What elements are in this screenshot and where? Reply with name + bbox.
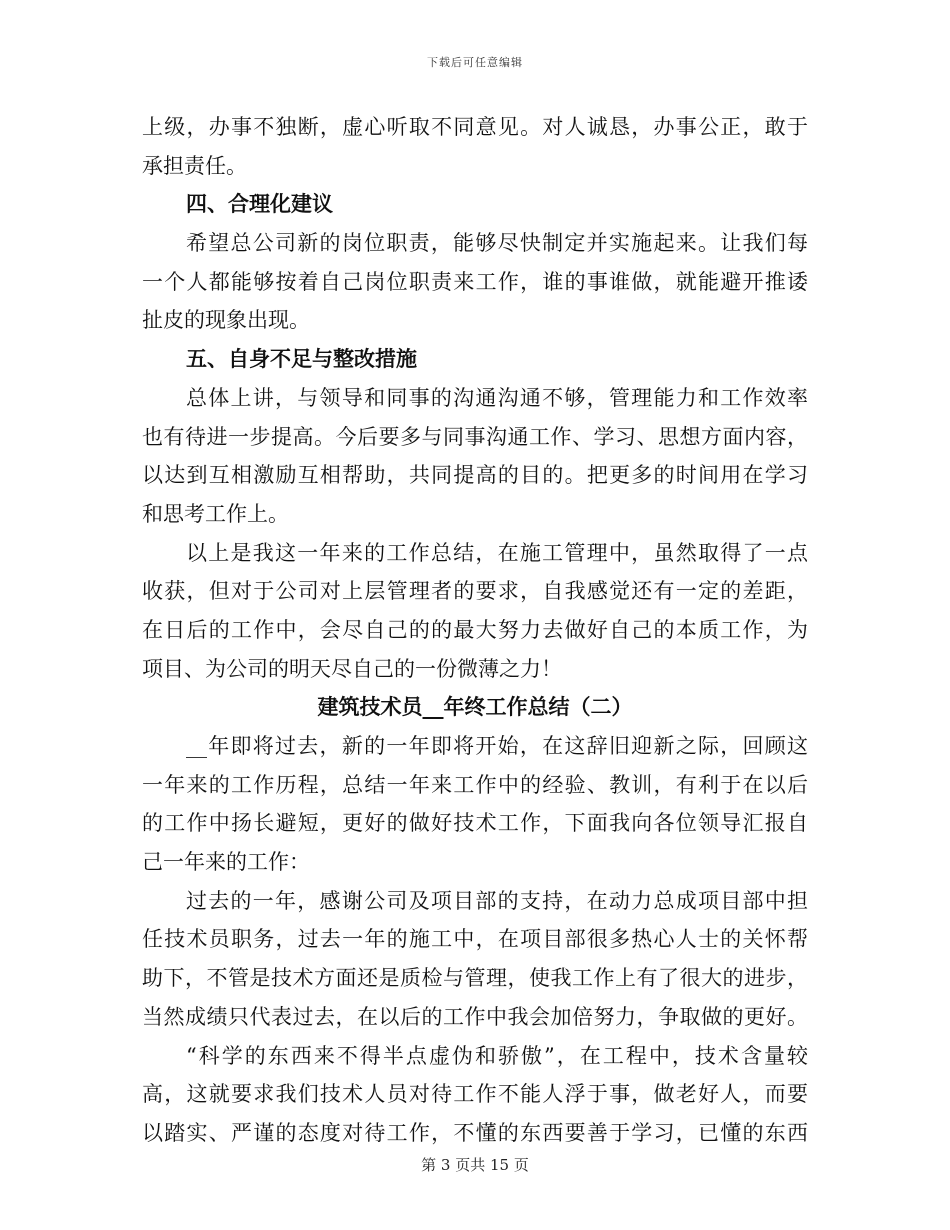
paragraph-first-line: 希望总公司新的岗位职责，能够尽快制定并实施起来。让我们每: [186, 231, 808, 256]
paragraph-first-line: 过去的一年，感谢公司及项目部的支持，在动力总成项目部中担: [186, 888, 808, 913]
paragraph-line: 高，这就要求我们技术人员对待工作不能人浮于事，做老好人，而要: [142, 1082, 808, 1107]
paragraph-line: 上级，办事不独断，虚心听取不同意见。对人诚恳，办事公正，敢于: [142, 115, 808, 139]
page-number: 第 3 页共 15 页: [421, 1156, 529, 1174]
paragraph-first-line: 总体上讲，与领导和同事的沟通沟通不够，管理能力和工作效率: [186, 385, 808, 410]
paragraph-first-line: __年即将过去，新的一年即将开始，在这辞旧迎新之际，回顾这: [186, 734, 808, 758]
section-heading: 四、合理化建议: [186, 191, 333, 217]
paragraph-last-line: 扯皮的现象出现。: [142, 308, 310, 333]
paragraph-line: 以达到互相激励互相帮助，共同提高的目的。把更多的时间用在学习: [142, 463, 808, 488]
paragraph-line: 以踏实、严谨的态度对待工作，不懂的东西要善于学习，已懂的东西: [142, 1120, 808, 1145]
page-header: 下载后可任意编辑: [427, 56, 523, 69]
paragraph-line: 也有待进一步提高。今后要多与同事沟通工作、学习、思想方面内容，: [142, 424, 808, 449]
document-body: [142, 108, 808, 1153]
paragraph-line: 一个人都能够按着自己岗位职责来工作，谁的事谁做，就能避开推诿: [142, 269, 808, 294]
document-title: 建筑技术员__年终工作总结（二）: [317, 694, 633, 720]
paragraph-line: 任技术员职务，过去一年的施工中，在项目部很多热心人士的关怀帮: [142, 927, 808, 952]
paragraph-first-line: “科学的东西来不得半点虚伪和骄傲”，在工程中，技术含量较: [186, 1043, 808, 1068]
paragraph-line: 助下，不管是技术方面还是质检与管理，使我工作上有了很大的进步，: [142, 966, 808, 991]
section-heading: 五、自身不足与整改措施: [186, 346, 417, 372]
paragraph-first-line: 以上是我这一年来的工作总结，在施工管理中，虽然取得了一点: [186, 540, 808, 565]
paragraph-line: 当然成绩只代表过去，在以后的工作中我会加倍努力，争取做的更好。: [142, 1004, 808, 1029]
paragraph-line: 收获，但对于公司对上层管理者的要求，自我感觉还有一定的差距，: [142, 579, 808, 604]
paragraph-last-line: 和思考工作上。: [142, 501, 289, 526]
paragraph-line: 在日后的工作中，会尽自己的的最大努力去做好自己的本质工作，为: [142, 617, 808, 642]
paragraph-line: 的工作中扬长避短，更好的做好技术工作，下面我向各位领导汇报自: [142, 811, 808, 836]
paragraph-line: 一年来的工作历程，总结一年来工作中的经验、教训，有利于在以后: [142, 772, 808, 797]
paragraph-last-line: 承担责任。: [142, 153, 247, 178]
paragraph-last-line: 己一年来的工作：: [142, 850, 310, 875]
paragraph-last-line: 项目、为公司的明天尽自己的一份微薄之力！: [142, 656, 562, 681]
